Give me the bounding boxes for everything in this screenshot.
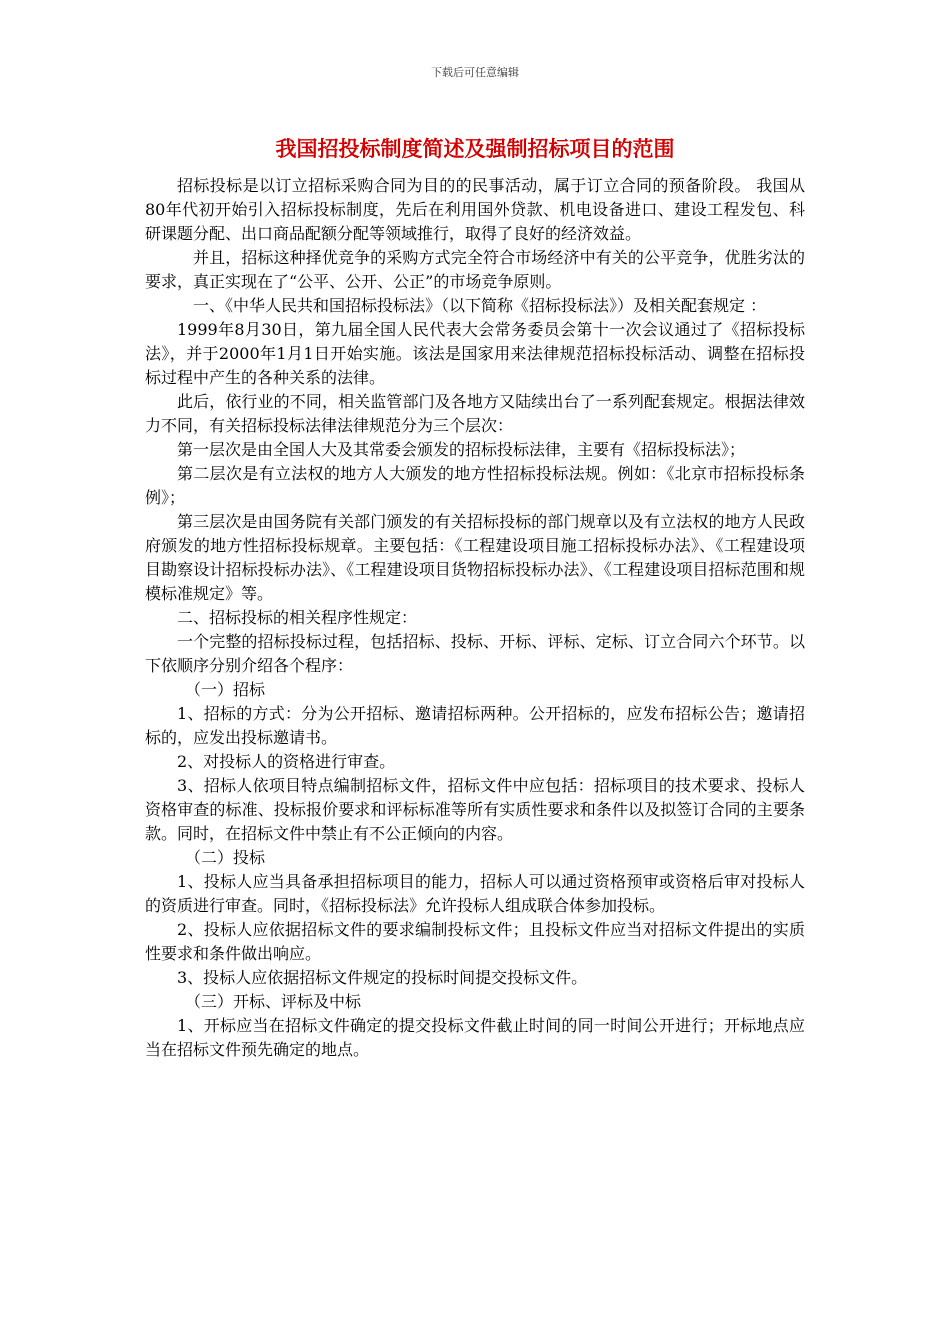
subsection-heading-bidding: （二）投标 bbox=[185, 848, 266, 867]
subsection-heading-bidding-invitation: （一）招标 bbox=[185, 680, 266, 699]
paragraph-level-1: 第一层次是由全国人大及其常委会颁发的招标投标法律，主要有《招标投标法》； bbox=[177, 440, 746, 459]
paragraph-process-overview: 一个完整的招标投标过程，包括招标、投标、开标、评标、定标、订立合同六个环节。以下依顺序分别介绍各个程序： bbox=[145, 632, 805, 675]
section-heading-2: 二、招标投标的相关程序性规定： bbox=[177, 608, 418, 627]
paragraph-qualification-review: 2、对投标人的资格进行审查。 bbox=[177, 752, 396, 771]
paragraph-bid-preparation: 2、投标人应依据招标文件的要求编制投标文件；且投标文件应当对招标文件提出的实质性要求和条件做出响应。 bbox=[145, 920, 805, 963]
paragraph-bid-opening: 1、开标应当在招标文件确定的提交投标文件截止时间的同一时间公开进行；开标地点应当在招标文件预先确定的地点。 bbox=[145, 1016, 805, 1059]
paragraph-invitation-method: 1、招标的方式：分为公开招标、邀请招标两种。公开招标的，应发布招标公告；邀请招标的，应发出投标邀请书。 bbox=[145, 704, 805, 747]
paragraph-law-enactment: 1999年8月30日，第九届全国人民代表大会常务委员会第十一次会议通过了《招标投标法》，并于2000年1月1日开始实施。该法是国家用来法律规范招标投标活动、调整在招标投标过程中产生的各种关系的法律。 bbox=[145, 320, 805, 387]
paragraph-competition: 并且，招标这种择优竞争的采购方式完全符合市场经济中有关的公平竞争，优胜劣汰的要求，真正实现在了“公平、公开、公正”的市场竞争原则。 bbox=[145, 248, 805, 291]
paragraph-bid-submission: 3、投标人应依据招标文件规定的投标时间提交投标文件。 bbox=[177, 968, 588, 987]
header-note: 下载后可任意编辑 bbox=[431, 66, 519, 79]
paragraph-bidder-capability: 1、投标人应当具备承担招标项目的能力，招标人可以通过资格预审或资格后审对投标人的资质进行审查。同时，《招标投标法》允许投标人组成联合体参加投标。 bbox=[145, 872, 805, 915]
paragraph-supporting-rules: 此后，依行业的不同，相关监管部门及各地方又陆续出台了一系列配套规定。根据法律效力不同，有关招标投标法律法律规范分为三个层次： bbox=[145, 392, 805, 435]
section-heading-1: 一、《中华人民共和国招标投标法》（以下简称《招标投标法》）及相关配套规定 ： bbox=[193, 296, 767, 315]
paragraph-level-2: 第二层次是有立法权的地方人大颁发的地方性招标投标法规。例如：《北京市招标投标条例》； bbox=[145, 464, 805, 507]
paragraph-intro: 招标投标是以订立招标采购合同为目的的民事活动，属于订立合同的预备阶段。 我国从80年代初开始引入招标投标制度，先后在利用国外贷款、机电设备进口、建设工程发包、科研课题分配、出口商品配额分配等领域推行，取得了良好的经济效益。 bbox=[145, 176, 805, 243]
document-body bbox=[145, 174, 805, 1062]
document-title: 我国招投标制度简述及强制招标项目的范围 bbox=[275, 136, 675, 161]
subsection-heading-opening-evaluation: （三）开标、评标及中标 bbox=[185, 992, 362, 1011]
paragraph-bid-documents: 3、招标人依项目特点编制招标文件，招标文件中应包括：招标项目的技术要求、投标人资格审查的标准、投标报价要求和评标标准等所有实质性要求和条件以及拟签订合同的主要条款。同时，在招标文件中禁止有不公正倾向的内容。 bbox=[145, 776, 805, 843]
paragraph-level-3: 第三层次是由国务院有关部门颁发的有关招标投标的部门规章以及有立法权的地方人民政府颁发的地方性招标投标规章。主要包括：《工程建设项目施工招标投标办法》、《工程建设项目勘察设计招标投标办法》、《工程建设项目货物招标投标办法》、《工程建设项目招标范围和规模标准规定》等。 bbox=[145, 512, 805, 603]
